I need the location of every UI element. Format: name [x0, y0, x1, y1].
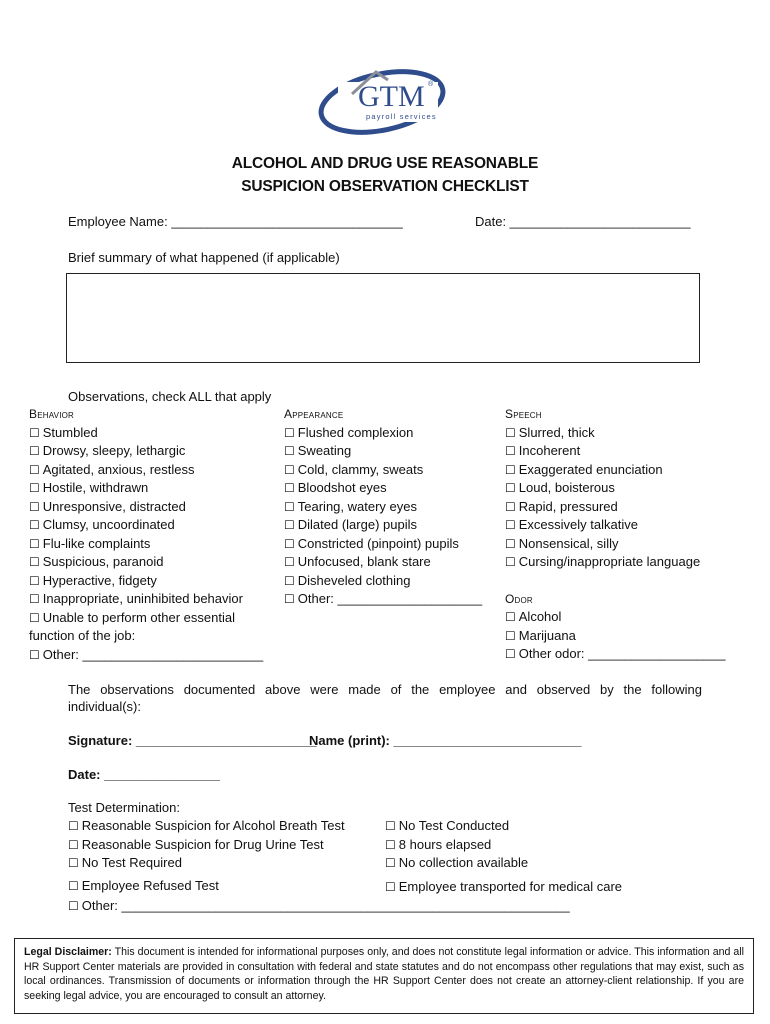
date-field[interactable]: Date: _________________________ [475, 214, 691, 229]
checkbox[interactable]: ☐ [505, 425, 516, 440]
name-print-field[interactable]: Name (print): __________________________ [309, 733, 582, 748]
behavior-item[interactable]: ☐ Stumbled [29, 424, 263, 443]
checkbox[interactable]: ☐ [284, 462, 295, 477]
checkbox[interactable]: ☐ [284, 499, 295, 514]
checkbox[interactable]: ☐ [505, 647, 516, 661]
checkbox[interactable]: ☐ [284, 425, 295, 440]
odor-item[interactable]: ☐ Marijuana [505, 627, 726, 646]
checkbox[interactable]: ☐ [284, 555, 295, 569]
checkbox[interactable]: ☐ [505, 536, 516, 551]
checkbox[interactable]: ☐ [385, 819, 396, 833]
speech-item[interactable]: ☐ Incoherent [505, 442, 726, 461]
test-option[interactable]: ☐ Reasonable Suspicion for Drug Urine Test [68, 836, 345, 855]
appearance-item[interactable]: ☐ Flushed complexion [284, 424, 482, 443]
appearance-item[interactable]: ☐ Disheveled clothing [284, 572, 482, 591]
test-determination-label: Test Determination: [68, 800, 180, 815]
appearance-item[interactable]: ☐ Sweating [284, 442, 482, 461]
appearance-other[interactable]: ☐ Other: ____________________ [284, 590, 482, 609]
form-title-line1: ALCOHOL AND DRUG USE REASONABLE [231, 155, 539, 172]
appearance-column [284, 405, 482, 609]
test-option[interactable]: ☐ Reasonable Suspicion for Alcohol Breath Test [68, 817, 345, 836]
appearance-item[interactable]: ☐ Tearing, watery eyes [284, 498, 482, 517]
checkbox[interactable]: ☐ [29, 462, 40, 477]
appearance-item[interactable]: ☐ Cold, clammy, sweats [284, 461, 482, 480]
speech-item[interactable]: ☐ Cursing/inappropriate language [505, 553, 726, 572]
checkbox[interactable]: ☐ [284, 536, 295, 551]
test-option-transported[interactable]: ☐ Employee transported for medical care [385, 879, 623, 894]
odor-other[interactable]: ☐ Other odor: ___________________ [505, 645, 726, 664]
statement-line2: individual(s): [68, 699, 141, 714]
logo-brand-text: GTM [358, 80, 425, 113]
test-options-right [385, 817, 528, 873]
logo-tagline: payroll services [366, 112, 437, 121]
observations-label: Observations, check ALL that apply [68, 389, 272, 404]
disclaimer-text: This document is intended for informational purposes only, and does not constitute legal information or advice. This information and all HR Support Center materials are provided in consultation with federal and state statutes and do not encompass other regulations that may exist, such as local ordinances. Transmission of documents or information through the HR Support Center does not create an attorney-client relationship. If you are seeking legal advice, you are encouraged to consult an attorney. [24, 946, 744, 1002]
svg-text:®: ® [428, 81, 434, 88]
checkbox[interactable]: ☐ [505, 444, 516, 458]
test-option-refused[interactable]: ☐ Employee Refused Test [68, 878, 219, 893]
checkbox[interactable]: ☐ [284, 481, 295, 495]
checkbox[interactable]: ☐ [385, 880, 396, 894]
behavior-item[interactable]: ☐ Hyperactive, fidgety [29, 572, 263, 591]
checkbox[interactable]: ☐ [29, 481, 40, 495]
checkbox[interactable]: ☐ [29, 425, 40, 440]
behavior-item[interactable]: ☐ Unable to perform other essential [29, 609, 263, 628]
checkbox[interactable]: ☐ [284, 573, 295, 588]
checkbox[interactable]: ☐ [29, 592, 40, 606]
behavior-item[interactable]: ☐ Flu-like complaints [29, 535, 263, 554]
checkbox[interactable]: ☐ [385, 856, 396, 870]
checkbox[interactable]: ☐ [29, 647, 40, 662]
speech-header: Speech [505, 407, 542, 421]
employee-name-field[interactable]: Employee Name: ________________________________ [68, 214, 403, 229]
behavior-item-continuation: function of the job: [29, 628, 136, 643]
checkbox[interactable]: ☐ [505, 610, 516, 624]
signature-date-field[interactable]: Date: ________________ [68, 767, 220, 782]
appearance-header: Appearance [284, 407, 344, 421]
speech-item[interactable]: ☐ Excessively talkative [505, 516, 726, 535]
behavior-item[interactable]: ☐ Hostile, withdrawn [29, 479, 263, 498]
statement-line1: The observations documented above were made of the employee and observed by the following [68, 682, 702, 697]
checkbox[interactable]: ☐ [29, 536, 40, 551]
checkbox[interactable]: ☐ [505, 628, 516, 643]
checkbox[interactable]: ☐ [505, 518, 516, 532]
checkbox[interactable]: ☐ [505, 555, 516, 569]
gtm-logo [318, 64, 452, 136]
behavior-item[interactable]: ☐ Clumsy, uncoordinated [29, 516, 263, 535]
speech-item[interactable]: ☐ Nonsensical, silly [505, 535, 726, 554]
test-options-left [68, 817, 345, 873]
appearance-item[interactable]: ☐ Constricted (pinpoint) pupils [284, 535, 482, 554]
behavior-other[interactable]: ☐ Other: _________________________ [29, 646, 263, 665]
behavior-item[interactable]: ☐ Suspicious, paranoid [29, 553, 263, 572]
checkbox[interactable]: ☐ [505, 499, 516, 514]
behavior-column [29, 405, 263, 664]
checkbox[interactable]: ☐ [284, 444, 295, 458]
appearance-item[interactable]: ☐ Bloodshot eyes [284, 479, 482, 498]
behavior-item[interactable]: ☐ Inappropriate, uninhibited behavior [29, 590, 263, 609]
speech-item[interactable]: ☐ Exaggerated enunciation [505, 461, 726, 480]
speech-item[interactable]: ☐ Rapid, pressured [505, 498, 726, 517]
checkbox[interactable]: ☐ [68, 837, 79, 852]
checkbox[interactable]: ☐ [29, 555, 40, 569]
checkbox[interactable]: ☐ [68, 856, 79, 870]
checkbox[interactable]: ☐ [29, 573, 40, 588]
checkbox[interactable]: ☐ [505, 462, 516, 477]
behavior-header: Behavior [29, 407, 75, 421]
test-option-other[interactable]: ☐ Other: ______________________________________________________________ [68, 898, 570, 913]
behavior-item[interactable]: ☐ Agitated, anxious, restless [29, 461, 263, 480]
test-option[interactable]: ☐ No collection available [385, 854, 528, 873]
behavior-item[interactable]: ☐ Unresponsive, distracted [29, 498, 263, 517]
summary-label: Brief summary of what happened (if applicable) [68, 250, 340, 265]
checkbox[interactable]: ☐ [68, 819, 79, 833]
disclaimer-label: Legal Disclaimer: [24, 946, 112, 958]
test-option[interactable]: ☐ 8 hours elapsed [385, 836, 528, 855]
appearance-item[interactable]: ☐ Unfocused, blank stare [284, 553, 482, 572]
signature-field[interactable]: Signature: _________________________ [68, 733, 317, 748]
checkbox[interactable]: ☐ [29, 444, 40, 458]
test-option[interactable]: ☐ No Test Conducted [385, 817, 528, 836]
appearance-item[interactable]: ☐ Dilated (large) pupils [284, 516, 482, 535]
checkbox[interactable]: ☐ [284, 518, 295, 532]
odor-item[interactable]: ☐ Alcohol [505, 608, 726, 627]
odor-header: Odor [505, 591, 533, 606]
checkbox[interactable]: ☐ [284, 592, 295, 606]
behavior-item[interactable]: ☐ Drowsy, sleepy, lethargic [29, 442, 263, 461]
legal-disclaimer-box [14, 938, 754, 1014]
checkbox[interactable]: ☐ [68, 899, 79, 913]
speech-column [505, 405, 726, 664]
test-option[interactable]: ☐ No Test Required [68, 854, 345, 873]
form-title-line2: SUSPICION OBSERVATION CHECKLIST [241, 178, 529, 195]
checkbox[interactable]: ☐ [505, 481, 516, 495]
summary-textbox[interactable] [66, 273, 700, 363]
checkbox[interactable]: ☐ [29, 610, 40, 625]
checkbox[interactable]: ☐ [385, 837, 396, 852]
checkbox[interactable]: ☐ [68, 879, 79, 893]
checkbox[interactable]: ☐ [29, 499, 40, 514]
checkbox[interactable]: ☐ [29, 518, 40, 532]
speech-item[interactable]: ☐ Slurred, thick [505, 424, 726, 443]
speech-item[interactable]: ☐ Loud, boisterous [505, 479, 726, 498]
